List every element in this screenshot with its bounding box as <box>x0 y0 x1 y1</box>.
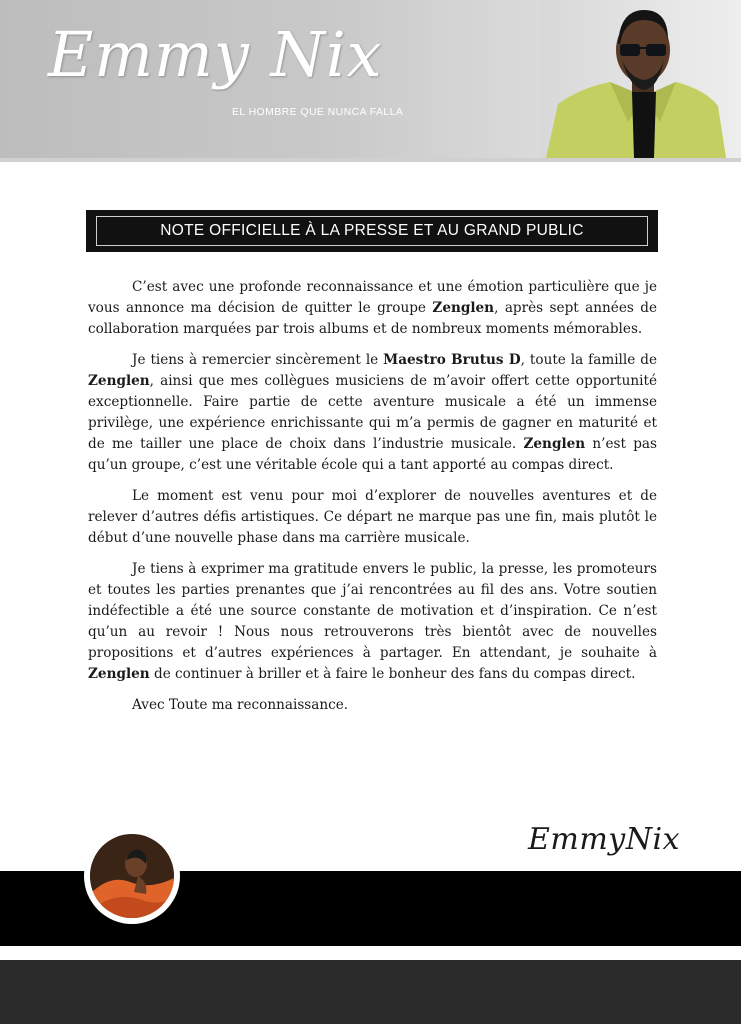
paragraph-4 <box>88 559 657 685</box>
paragraph-text: C’est avec une profonde reconnaissance et une émotion particulière que je vous annonce ma décision de quitter le groupe <box>88 279 657 316</box>
paragraph-text: n’est pas qu’un groupe, c’est une véritable école qui a tant apporté au compas direct. <box>88 436 657 473</box>
paragraph-text: , ainsi que mes collègues musiciens de m’avoir offert cette opportunité exceptionnelle. Faire partie de cette aventure musicale a été un immense privilège, une expérience enrichissante qui m’a permis de gagner en maturité et de me tailler une place de choix dans l’industrie musicale. <box>88 373 657 452</box>
letter-body <box>88 277 657 726</box>
brand-logo: Emmy Nix <box>48 18 383 91</box>
avatar-frame <box>84 828 180 924</box>
bold-text: Zenglen <box>88 373 150 389</box>
paragraph-text: Le moment est venu pour moi d’explorer de nouvelles aventures et de relever d’autres défis artistiques. Ce départ ne marque pas une fin, mais plutôt le début d’une nouvelle phase dans ma carrière musicale. <box>88 488 657 546</box>
document-title: NOTE OFFICIELLE À LA PRESSE ET AU GRAND PUBLIC <box>160 222 584 239</box>
closing-line: Avec Toute ma reconnaissance. <box>132 697 349 713</box>
bold-text: Zenglen <box>88 666 150 682</box>
footer-base <box>0 960 741 1024</box>
document-title-box <box>86 210 658 252</box>
footer-divider <box>0 946 741 960</box>
paragraph-1 <box>88 277 657 340</box>
paragraph-text: , après sept années de collaboration marquées par trois albums et de nombreux moments mémorables. <box>88 300 658 337</box>
letterhead-banner <box>0 0 741 158</box>
paragraph-text: de continuer à briller et à faire le bonheur des fans du compas direct. <box>149 666 636 682</box>
paragraph-3 <box>88 486 657 549</box>
title-frame <box>96 216 648 246</box>
bold-text: Maestro Brutus D <box>383 352 521 368</box>
artist-photo <box>540 0 741 158</box>
brand-tagline: EL HOMBRE QUE NUNCA FALLA <box>232 106 404 118</box>
signature: EmmyNix <box>528 822 681 857</box>
paragraph-text: , toute la famille de <box>520 352 657 368</box>
paragraph-text: Je tiens à remercier sincèrement le <box>132 352 384 368</box>
header-divider <box>0 158 741 162</box>
paragraph-2 <box>88 350 657 476</box>
paragraph-text: Je tiens à exprimer ma gratitude envers le public, la presse, les promoteurs et toutes les parties prenantes que j’ai rencontrées au fil des ans. Votre soutien indéfectible a été une source constante de motivation et d’inspiration. Ce n’est qu’un au revoir ! Nous nous retrouverons très bientôt avec de nouvelles propositions et d’autres expériences à partager. En attendant, je souhaite à <box>88 561 657 661</box>
avatar <box>90 834 174 918</box>
bold-text: Zenglen <box>523 436 586 452</box>
bold-text: Zenglen <box>432 300 495 316</box>
